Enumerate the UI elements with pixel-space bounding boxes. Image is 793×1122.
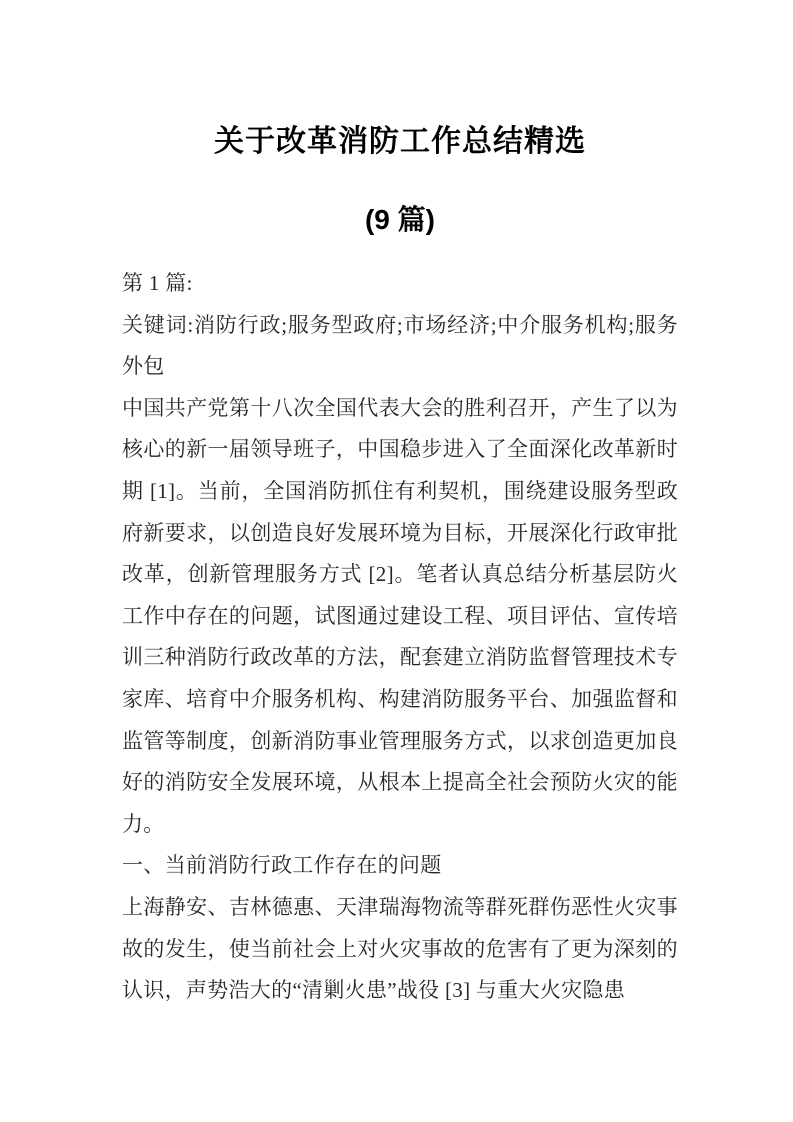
document-body bbox=[122, 263, 678, 1012]
paragraph: 中国共产党第十八次全国代表大会的胜利召开，产生了以为核心的新一届领导班子，中国稳步进入了全面深化改革新时期 [1]。当前，全国消防抓住有利契机，围绕建设服务型政府新要求，以创造良好发展环境为目标，开展深化行政审批改革，创新管理服务方式 [2]。笔者认真总结分析基层防火工作中存在的问题，试图通过建设工程、项目评估、宣传培训三种消防行政改革的方法，配套建立消防监督管理技术专家库、培育中介服务机构、构建消防服务平台、加强监督和监管等制度，创新消防事业管理服务方式，以求创造更加良好的消防安全发展环境，从根本上提高全社会预防火灾的能力。 bbox=[122, 395, 678, 836]
paragraph: 上海静安、吉林德惠、天津瑞海物流等群死群伤恶性火灾事故的发生，使当前社会上对火灾事故的危害有了更为深刻的认识，声势浩大的“清剿火患”战役 [3] 与重大火灾隐患 bbox=[122, 894, 678, 1003]
document-title: 关于改革消防工作总结精选 bbox=[214, 125, 586, 158]
paragraph: 第 1 篇: bbox=[122, 271, 193, 295]
document-subtitle: (9 篇) bbox=[364, 204, 435, 235]
paragraph: 一、当前消防行政工作存在的问题 bbox=[122, 853, 442, 878]
paragraph: 关键词:消防行政;服务型政府;市场经济;中介服务机构;服务外包 bbox=[122, 312, 678, 379]
